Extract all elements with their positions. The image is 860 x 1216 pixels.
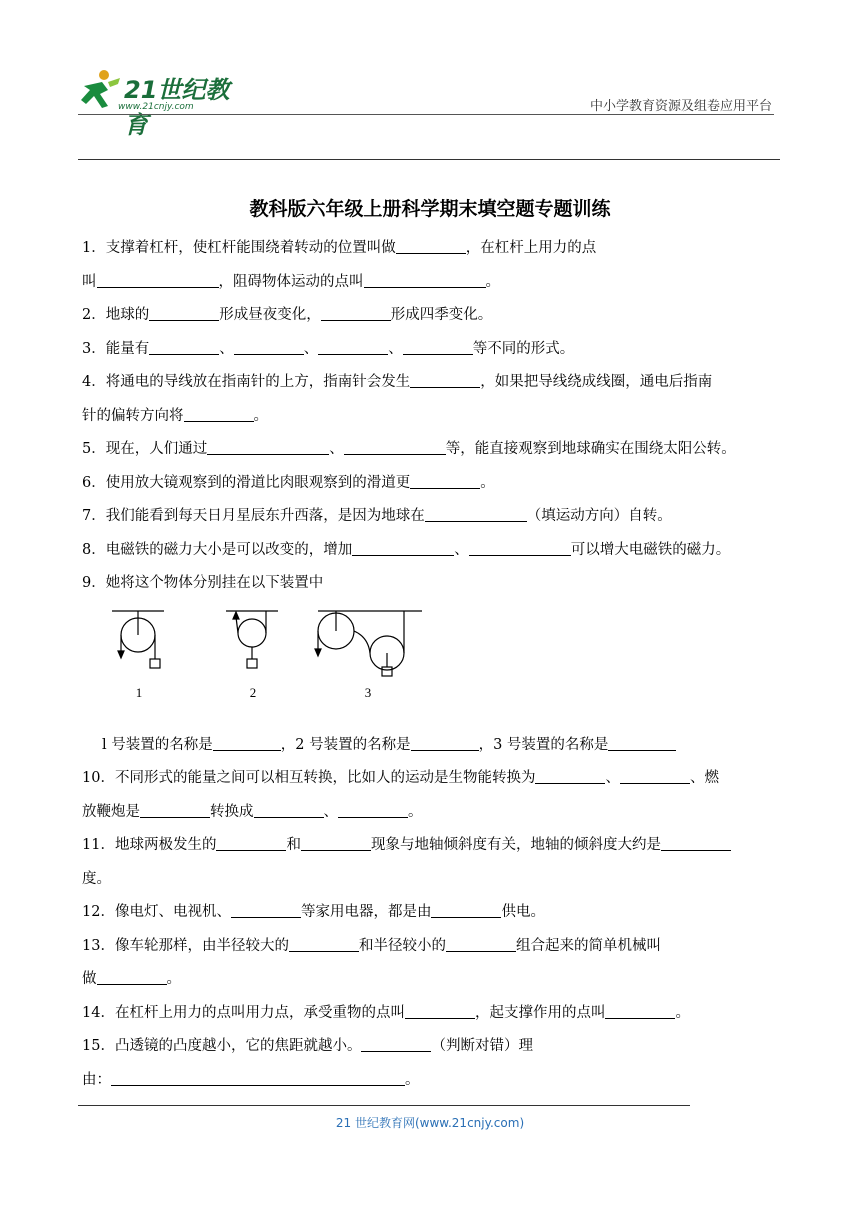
separator: 、 [454,541,469,558]
blank [111,1070,405,1086]
q1-text: ，在杠杆上用力的点 [465,240,597,256]
q4-text: 针的偏转方向将 [82,407,184,424]
q15-text: （判断对错）理 [431,1038,533,1054]
footer-text: 21 世纪教育网(www.21cnjy.com) [335,1116,525,1130]
blank [396,239,466,255]
blank [97,272,219,288]
q8-text: 8．电磁铁的磁力大小是可以改变的，增加 [82,541,353,558]
q12-text: 12．像电灯、电视机、 [82,904,231,920]
question-1 [82,232,777,266]
q7-text: （填运动方向）自转。 [526,508,672,524]
q4-text: ，如果把导线绕成线圈，通电后指南 [480,374,713,390]
blank [149,306,219,322]
blank [234,339,304,355]
question-13-cont [82,963,777,997]
q9-text: 9．她将这个物体分别挂在以下装置中 [82,575,324,591]
question-9 [82,567,777,601]
q14-text: 。 [675,1004,690,1021]
q6-text: 6．使用放大镜观察到的滑道比肉眼观察到的滑道更 [82,474,411,491]
q2-text: 形成四季变化。 [390,307,493,323]
q10-text: 放鞭炮是 [82,803,140,820]
q9-text: l 号装置的名称是 [102,736,213,753]
q14-text: ，起支撑作用的点叫 [474,1004,606,1021]
question-8 [82,534,777,568]
q3-text: 3．能量有 [82,340,150,357]
blank [149,339,219,355]
q11-text: 11．地球两极发生的 [82,837,217,853]
blank [431,903,501,919]
q6-text: 。 [480,474,495,491]
blank [469,540,571,556]
q4-text: 4．将通电的导线放在指南针的上方，指南针会发生 [82,374,411,390]
blank [446,936,516,952]
question-14 [82,997,777,1031]
q11-text: 和 [286,837,301,853]
q13-text: 13．像车轮那样，由半径较大的 [82,937,289,954]
q5-text: 5．现在，人们通过 [82,441,208,457]
blank [301,836,371,852]
question-13 [82,930,777,964]
platform-label: 中小学教育资源及组卷应用平台 [589,99,772,114]
separator: 、 [388,340,403,357]
question-7 [82,500,777,534]
runner-logo-icon [78,68,122,112]
question-10 [82,762,777,796]
blank [535,769,605,785]
fig-label-2: 2 [249,684,257,700]
question-15 [82,1030,777,1064]
separator: 、 [329,441,344,457]
separator: 、 [323,803,338,820]
separator: 、 [605,770,620,786]
blank [405,1003,475,1019]
blank [97,970,167,986]
pulley-diagram [106,601,466,729]
q7-text: 7．我们能看到每天日月星辰东升西落，是因为地球在 [82,508,425,524]
q8-text: 可以增大电磁铁的磁力。 [570,541,731,558]
q1-text: 1．支撑着杠杆，使杠杆能围绕着转动的位置叫做 [82,240,396,256]
blank [410,473,480,489]
header-divider [78,159,780,160]
question-11-cont [82,863,777,897]
question-1-cont [82,266,777,300]
blank [216,836,286,852]
blank [289,936,359,952]
page-header [0,0,860,170]
q2-text: 形成昼夜变化， [219,307,321,323]
question-6 [82,467,777,501]
blank [140,802,210,818]
blank [231,903,301,919]
separator: 、 [219,340,234,357]
blank [361,1037,431,1053]
question-15-cont [82,1064,777,1098]
blank [213,735,281,751]
logo-text: 21世纪教育 [124,76,230,139]
blank [411,735,479,751]
blank [364,272,486,288]
blank [605,1003,675,1019]
q13-text: 。 [166,971,181,987]
q1-text: ，阻碍物体运动的点叫 [218,273,364,290]
question-3 [82,333,777,367]
q3-text: 等不同的形式。 [472,340,575,357]
blank [344,440,446,456]
fig-label-3: 3 [364,684,372,700]
q4-text: 。 [253,407,268,424]
q1-text: 。 [485,273,500,290]
q13-text: 做 [82,971,97,987]
question-12 [82,896,777,930]
q12-text: 供电。 [501,904,545,920]
q2-text: 2．地球的 [82,307,150,323]
pulley-figure [82,601,777,729]
blank [321,306,391,322]
q10-text: 10．不同形式的能量之间可以相互转换，比如人的运动是生物能转换为 [82,770,536,786]
q10-text: 。 [408,803,423,820]
q13-text: 组合起来的简单机械叫 [515,937,661,954]
q10-text: 、燃 [689,770,719,786]
q14-text: 14．在杠杆上用力的点叫用力点，承受重物的点叫 [82,1004,405,1021]
logo [78,66,248,139]
q9-text: ，3 号装置的名称是 [478,736,609,753]
blank [254,802,324,818]
blank [661,836,731,852]
logo-url: www.21cnjy.com [118,102,194,112]
blank [352,540,454,556]
question-2 [82,299,777,333]
header-rule [78,114,774,115]
question-4 [82,366,777,400]
q13-text: 和半径较小的 [358,937,446,954]
question-9-cont [82,729,777,763]
blank [425,507,527,523]
blank [608,735,676,751]
question-11 [82,829,777,863]
q9-text: ，2 号装置的名称是 [280,736,411,753]
blank [338,802,408,818]
q1-text: 叫 [82,273,97,290]
question-4-cont [82,400,777,434]
blank [184,406,254,422]
question-list [82,232,777,1097]
blank [207,440,329,456]
q10-text: 转换成 [210,803,254,820]
separator: 、 [303,340,319,357]
q5-text: 等，能直接观察到地球确实在围绕太阳公转。 [445,441,736,457]
question-10-cont [82,796,777,830]
blank [403,339,473,355]
blank [318,339,388,355]
q15-text: 。 [405,1071,420,1088]
q11-text: 度。 [82,870,111,887]
q11-text: 现象与地轴倾斜度有关，地轴的倾斜度大约是 [370,837,661,853]
blank [410,373,480,389]
q12-text: 等家用电器，都是由 [300,904,432,920]
question-5 [82,433,777,467]
footer-rule [78,1105,690,1106]
fig-label-1: 1 [135,684,143,700]
blank [620,769,690,785]
q15-text: 由： [82,1071,111,1088]
q15-text: 15．凸透镜的凸度越小，它的焦距就越小。 [82,1038,362,1054]
page-title: 教科版六年级上册科学期末填空题专题训练 [249,198,611,220]
